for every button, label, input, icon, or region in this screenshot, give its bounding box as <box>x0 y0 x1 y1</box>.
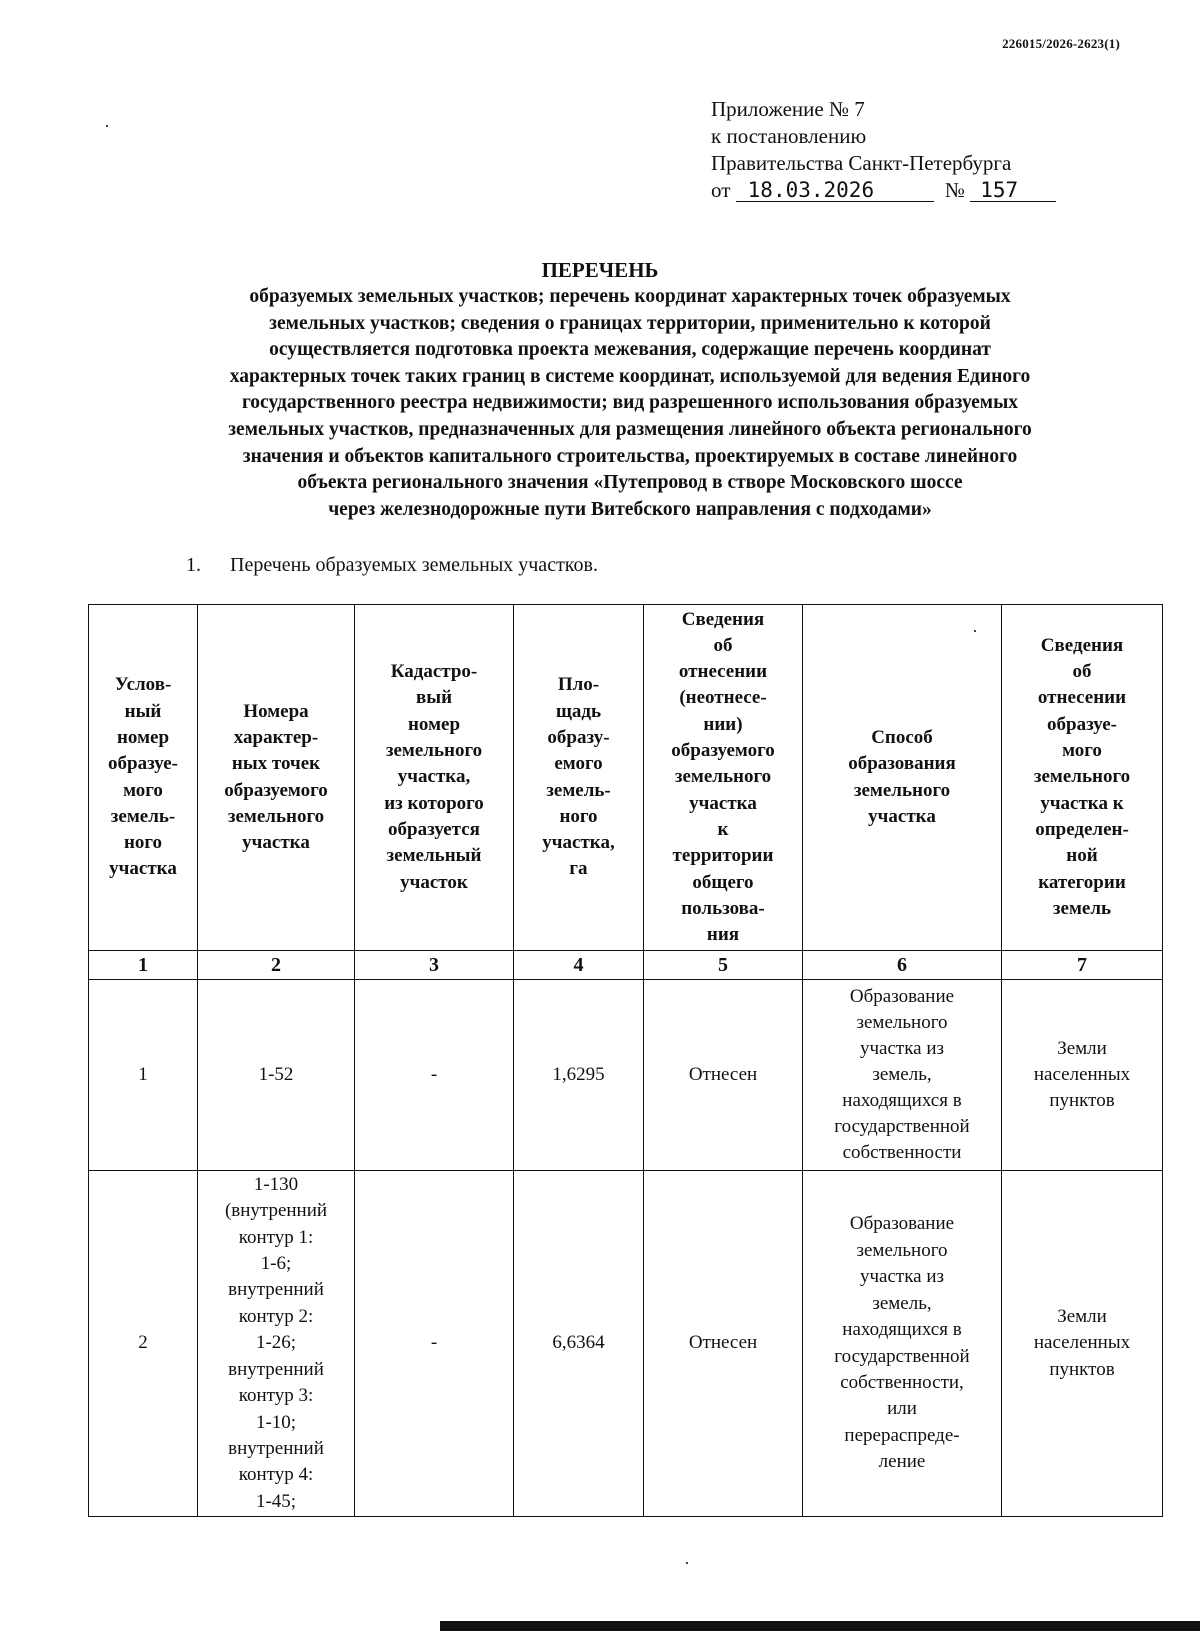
scan-speck <box>106 125 108 127</box>
header-line: Способ <box>871 726 933 748</box>
cell-line: участка из <box>859 1038 945 1059</box>
header-area <box>514 605 644 951</box>
scan-speck <box>974 630 976 632</box>
header-line: Кадастро- <box>390 661 478 683</box>
header-line: ного <box>559 805 598 827</box>
header-line: номер <box>116 726 170 748</box>
header-line: земельного <box>1033 766 1131 788</box>
land-plots-table <box>88 604 1163 1517</box>
header-line: образуе- <box>1047 713 1117 735</box>
cell-line: земель, <box>872 1292 932 1314</box>
cell-line: Образование <box>849 986 955 1007</box>
header-line: ной <box>1066 845 1098 867</box>
cell-line: Образование <box>849 1213 955 1235</box>
header-line: об <box>1072 661 1092 683</box>
document-subtitle <box>130 284 1130 523</box>
cell-line: ление <box>878 1451 926 1473</box>
appendix-resolution: к постановлению <box>711 124 867 148</box>
header-line: Услов- <box>114 674 172 696</box>
scan-edge-bar <box>440 1621 1200 1631</box>
header-line: (неотнесе- <box>679 687 767 709</box>
subtitle-line: образуемых земельных участков; перечень координат характерных точек образуемых <box>249 286 1011 307</box>
cell-line: населенных <box>1033 1064 1131 1085</box>
cell-land-category <box>1002 980 1163 1171</box>
cell-plot-number: 2 <box>89 1171 198 1517</box>
resolution-date: 18.03.2026 <box>736 179 934 202</box>
cell-line: пунктов <box>1049 1358 1115 1380</box>
header-line: мого <box>1062 740 1102 762</box>
cell-line: контур 3: <box>238 1385 314 1407</box>
cell-line: или <box>887 1398 917 1420</box>
subtitle-line: через железнодорожные пути Витебского направления с подходами» <box>328 498 932 520</box>
cell-line: государственной <box>834 1116 970 1137</box>
header-point-numbers <box>198 605 355 951</box>
header-line: ного <box>123 832 163 854</box>
header-line: образования <box>848 753 956 775</box>
header-line: земельного <box>853 779 951 801</box>
header-line: ный <box>124 700 162 722</box>
subtitle-line: осуществляется подготовка проекта межевания, содержащие перечень координат <box>269 339 991 361</box>
cell-cadastral-number: - <box>355 1171 514 1517</box>
resolution-number: 157 <box>970 179 1056 202</box>
cell-line: Земли <box>1057 1038 1107 1059</box>
subtitle-line: объекта регионального значения «Путепровод в створе Московского шоссе <box>297 472 963 494</box>
column-number: 3 <box>355 951 514 980</box>
subtitle-line: земельных участков, предназначенных для размещения линейного объекта регионального <box>228 418 1032 440</box>
appendix-government: Правительства Санкт-Петербурга <box>711 151 1012 175</box>
cell-plot-number: 1 <box>89 980 198 1171</box>
header-line: ных точек <box>231 753 321 775</box>
header-line: Сведения <box>1040 634 1124 656</box>
document-code: 226015/2026-2623(1) <box>1002 36 1120 51</box>
cell-line: внутренний <box>228 1358 324 1380</box>
cell-line: 1-6; <box>260 1253 292 1275</box>
cell-line: 1-10; <box>255 1411 297 1433</box>
cell-line: контур 4: <box>238 1464 314 1486</box>
header-line: отнесении <box>1037 687 1127 709</box>
cell-land-category <box>1002 1171 1163 1517</box>
cell-line: контур 2: <box>238 1305 314 1327</box>
cell-line: участка из <box>859 1266 945 1288</box>
cell-area: 1,6295 <box>514 980 644 1171</box>
header-formation-method <box>803 605 1002 951</box>
header-line: емого <box>554 753 603 775</box>
column-number: 4 <box>514 951 644 980</box>
cell-line: (внутренний <box>224 1200 328 1222</box>
header-line: земель- <box>546 779 611 801</box>
header-line: участка к <box>1040 792 1124 814</box>
cell-line: 1-130 <box>253 1173 299 1195</box>
cell-line: находящихся в <box>842 1319 962 1341</box>
cell-cadastral-number: - <box>355 980 514 1171</box>
header-line: участка, <box>397 766 471 788</box>
header-line: отнесении <box>678 661 768 683</box>
header-line: земель <box>1052 897 1112 919</box>
cell-line: контур 1: <box>238 1226 314 1248</box>
header-line: щадь <box>555 700 602 722</box>
header-line: ния <box>706 924 740 946</box>
date-prefix: от <box>711 178 731 202</box>
header-line: Пло- <box>557 674 600 696</box>
cell-public-use: Отнесен <box>644 1171 803 1517</box>
header-line: к <box>717 818 729 840</box>
header-line: участок <box>400 871 468 893</box>
header-line: образуемого <box>671 740 775 762</box>
header-line: Сведения <box>681 608 765 630</box>
header-line: земельного <box>385 740 483 762</box>
cell-point-numbers <box>198 980 355 1171</box>
subtitle-line: значения и объектов капитального строительства, проектируемых в составе линейного <box>242 445 1018 467</box>
header-line: об <box>713 634 733 656</box>
cell-public-use: Отнесен <box>644 980 803 1171</box>
header-line: территории <box>672 845 774 867</box>
cell-line: населенных <box>1033 1332 1131 1354</box>
header-line: вый <box>415 687 453 709</box>
subtitle-line: характерных точек таких границ в системе координат, используемой для ведения Единого <box>229 365 1031 387</box>
header-plot-number <box>89 605 198 951</box>
header-line: образу- <box>547 726 610 748</box>
cell-line: земель, <box>872 1064 932 1085</box>
cell-line: пунктов <box>1049 1090 1115 1111</box>
header-line: образуемого <box>224 779 328 801</box>
cell-line: государственной <box>834 1345 970 1367</box>
cell-line: собственности <box>842 1142 962 1163</box>
header-line: участка, <box>542 832 615 854</box>
section-number: 1. <box>186 554 201 576</box>
header-line: образуется <box>388 818 480 840</box>
cell-line: 1-26; <box>255 1332 297 1354</box>
header-line: мого <box>123 779 163 801</box>
column-number: 2 <box>198 951 355 980</box>
column-number: 7 <box>1002 951 1163 980</box>
cell-line: 1-45; <box>255 1490 297 1512</box>
header-line: земельного <box>227 805 325 827</box>
cell-formation-method <box>803 980 1002 1171</box>
header-line: участка <box>242 832 310 854</box>
header-line: земель- <box>110 805 176 827</box>
section-heading <box>186 554 598 577</box>
header-line: характер- <box>233 726 319 748</box>
header-line: номер <box>407 713 461 735</box>
header-public-use <box>644 605 803 951</box>
cell-line: земельного <box>856 1239 948 1261</box>
appendix-block <box>711 96 1056 204</box>
appendix-title: Приложение № 7 <box>711 97 865 121</box>
cell-line: собственности, <box>840 1371 964 1393</box>
header-line: общего <box>692 871 754 893</box>
header-line: участка <box>109 858 177 880</box>
header-line: участка <box>689 792 757 814</box>
table-row <box>89 1171 1163 1517</box>
header-land-category <box>1002 605 1163 951</box>
table-header-row <box>89 605 1163 951</box>
subtitle-line: земельных участков; сведения о границах территории, применительно к которой <box>269 312 991 334</box>
appendix-date-row <box>711 177 1056 204</box>
header-line: Номера <box>243 700 309 722</box>
cell-line: земельного <box>856 1012 948 1033</box>
scan-speck <box>686 1562 688 1564</box>
column-number: 1 <box>89 951 198 980</box>
cell-line: внутренний <box>228 1437 324 1459</box>
column-number: 5 <box>644 951 803 980</box>
cell-line: находящихся в <box>842 1090 962 1111</box>
cell-line: Земли <box>1057 1305 1107 1327</box>
header-line: га <box>569 858 588 880</box>
cell-area: 6,6364 <box>514 1171 644 1517</box>
column-number: 6 <box>803 951 1002 980</box>
header-line: земельного <box>674 766 772 788</box>
cell-point-numbers <box>198 1171 355 1517</box>
cell-line: 1-52 <box>258 1064 294 1085</box>
header-line: образуе- <box>108 753 178 775</box>
cell-line: перераспреде- <box>844 1424 960 1446</box>
header-line: пользова- <box>681 897 765 919</box>
table-row <box>89 980 1163 1171</box>
header-line: определен- <box>1035 818 1129 840</box>
column-numbers-row <box>89 951 1163 980</box>
header-line: нии) <box>703 713 743 735</box>
header-line: участка <box>868 805 936 827</box>
number-prefix: № <box>944 178 965 202</box>
cell-formation-method <box>803 1171 1002 1517</box>
header-line: из которого <box>384 792 484 814</box>
subtitle-line: государственного реестра недвижимости; вид разрешенного использования образуемых <box>241 392 1019 414</box>
header-line: категории <box>1038 871 1126 893</box>
cell-line: внутренний <box>228 1279 324 1301</box>
header-cadastral-number <box>355 605 514 951</box>
header-line: земельный <box>386 845 482 867</box>
section-title: Перечень образуемых земельных участков. <box>230 554 598 576</box>
document-title: ПЕРЕЧЕНЬ <box>541 258 659 282</box>
